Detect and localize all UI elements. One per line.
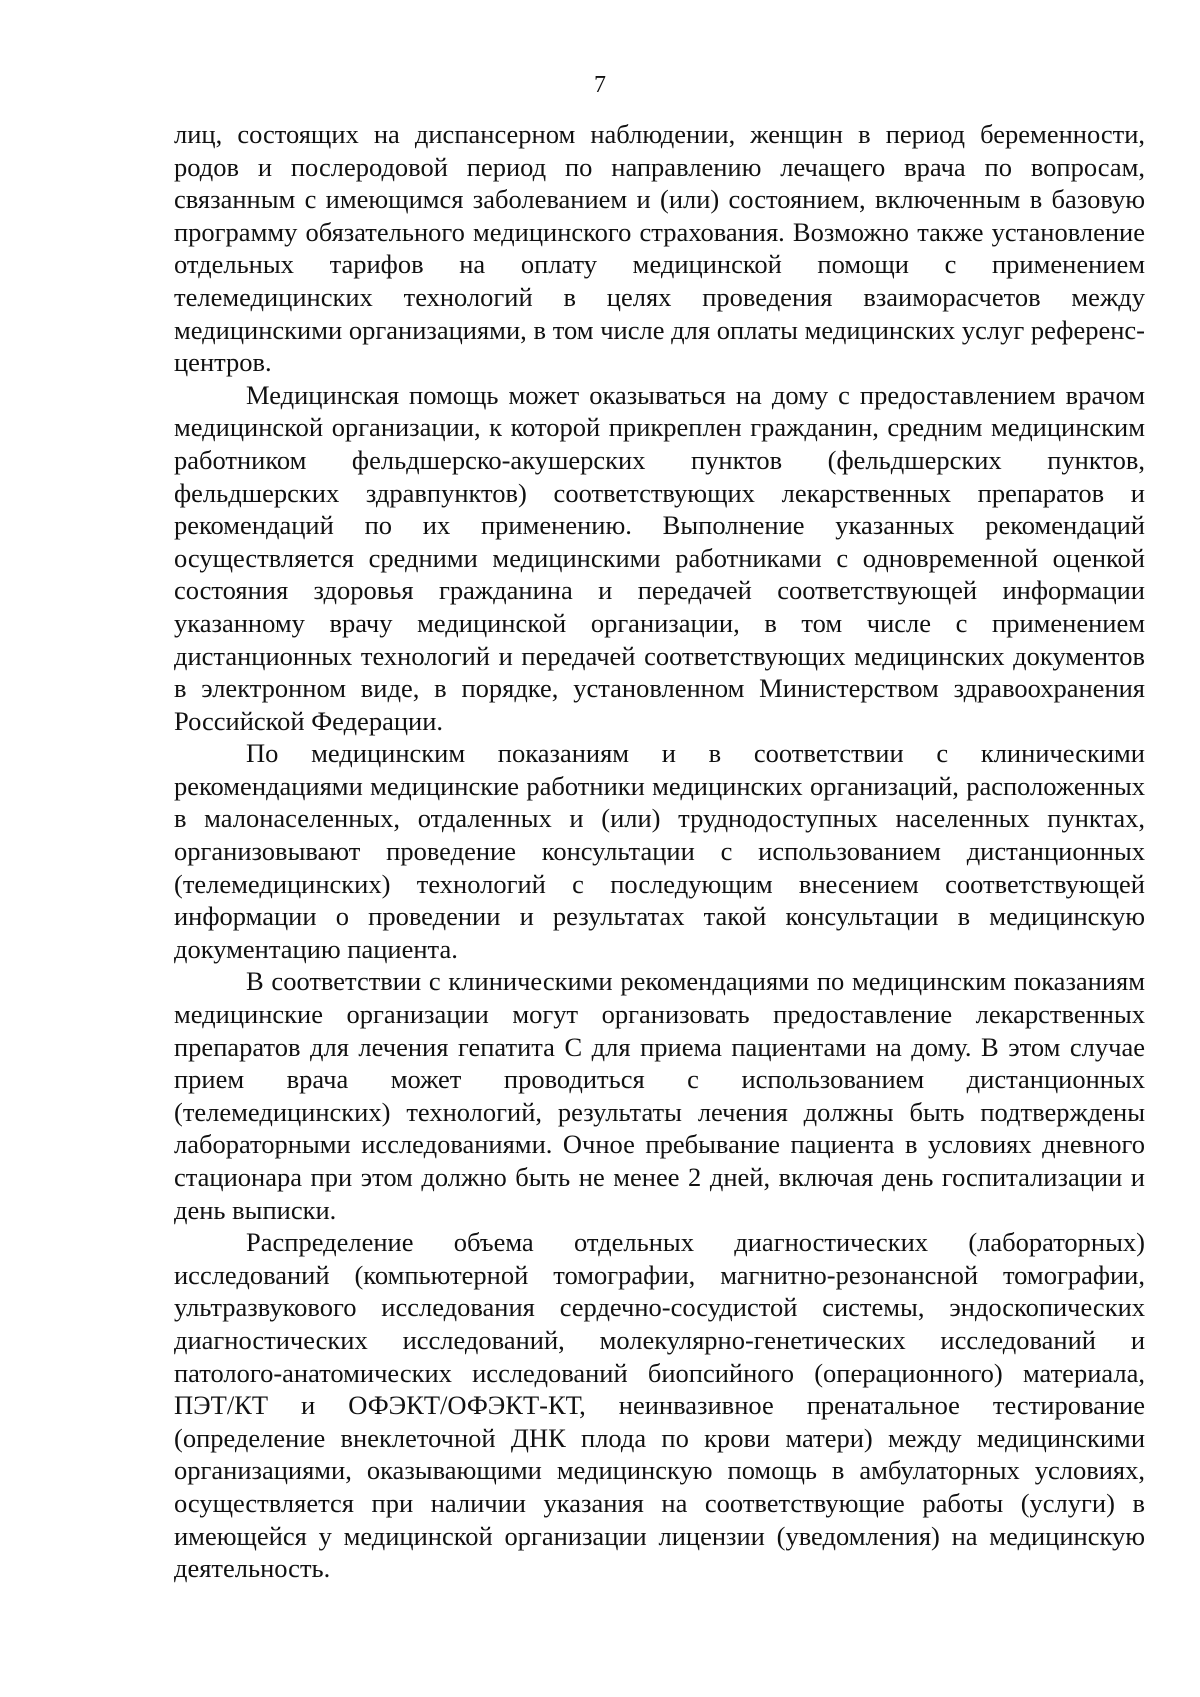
paragraph-diagnostic-distribution: Распределение объема отдельных диагностических (лабораторных) исследований (компьютерной томографии, магнитно-резонансной томографии, ультразвукового исследования сердечно-сосудистой системы, эндоскопических диагностических исследований, молекулярно-генетических исследований и патолого-анатомических исследований биопсийного (операционного) материала, ПЭТ/КТ и ОФЭКТ/ОФЭКТ-КТ, неинвазивное пренатальное тестирование (определение внеклеточной ДНК плода по крови матери) между медицинскими организациями, оказывающими медицинскую помощь в амбулаторных условиях, осуществляется при наличии указания на соответствующие работы (услуги) в имеющейся у медицинской организации лицензии (уведомления) на медицинскую деятельность. [174, 1227, 1145, 1584]
document-body [174, 118, 1145, 1585]
paragraph-remote-consultation: По медицинским показаниям и в соответствии с клиническими рекомендациями медицинские работники медицинских организаций, расположенных в малонаселенных, отдаленных и (или) труднодоступных населенных пунктах, организовывают проведение консультации с использованием дистанционных (телемедицинских) технологий с последующим внесением соответствующей информации о проведении и результатах такой консультации в медицинскую документацию пациента. [174, 738, 1145, 964]
paragraph-continuation: лиц, состоящих на диспансерном наблюдении, женщин в период беременности, родов и послеродовой период по направлению лечащего врача по вопросам, связанным с имеющимся заболеванием и (или) состоянием, включенным в базовую программу обязательного медицинского страхования. Возможно также установление отдельных тарифов на оплату медицинской помощи с применением телемедицинских технологий в целях проведения взаиморасчетов между медицинскими организациями, в том числе для оплаты медицинских услуг референс-центров. [174, 119, 1145, 378]
paragraph-home-care: Медицинская помощь может оказываться на дому с предоставлением врачом медицинской организации, к которой прикреплен гражданин, средним медицинским работником фельдшерско-акушерских пунктов (фельдшерских пунктов, фельдшерских здравпунктов) соответствующих лекарственных препаратов и рекомендаций по их применению. Выполнение указанных рекомендаций осуществляется средними медицинскими работниками с одновременной оценкой состояния здоровья гражданина и передачей соответствующей информации указанному врачу медицинской организации, в том числе с применением дистанционных технологий и передачей соответствующих медицинских документов в электронном виде, в порядке, установленном Министерством здравоохранения Российской Федерации. [174, 379, 1145, 736]
page-number: 7 [594, 72, 606, 98]
paragraph-hepatitis-c: В соответствии с клиническими рекомендациями по медицинским показаниям медицинские организации могут организовать предоставление лекарственных препаратов для лечения гепатита С для приема пациентами на дому. В этом случае прием врача может проводиться с использованием дистанционных (телемедицинских) технологий, результаты лечения должны быть подтверждены лабораторными исследованиями. Очное пребывание пациента в условиях дневного стационара при этом должно быть не менее 2 дней, включая день госпитализации и день выписки. [174, 966, 1145, 1225]
